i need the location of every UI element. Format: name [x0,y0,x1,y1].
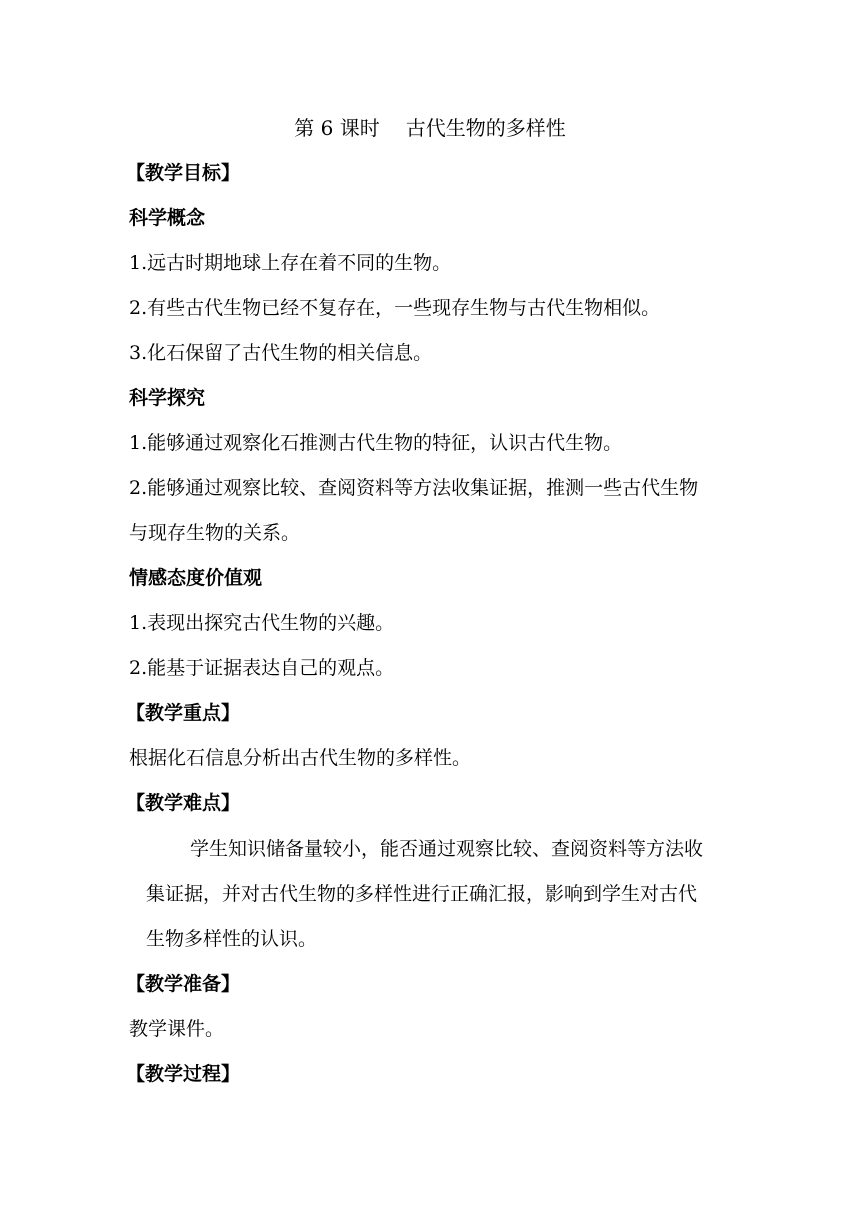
concept-label: 科学概念 [129,207,206,229]
concept-item-2: 2.有些古代生物已经不复存在，一些现存生物与古代生物相似。 [129,297,661,319]
process-heading: 【教学过程】 [126,1063,241,1085]
difficulty-heading: 【教学难点】 [126,792,241,814]
difficulty-line-2: 集证据，并对古代生物的多样性进行正确汇报，影响到学生对古代 [146,883,698,905]
difficulty-line-3: 生物多样性的认识。 [146,928,318,950]
inquiry-item-1: 1.能够通过观察化石推测古代生物的特征，认识古代生物。 [129,432,623,454]
preparation-heading: 【教学准备】 [126,973,241,995]
attitude-label: 情感态度价值观 [129,567,263,589]
page-title [0,116,860,140]
objectives-heading: 【教学目标】 [126,162,241,184]
lesson-number: 第 6 课时 [294,116,380,140]
key-point-text: 根据化石信息分析出古代生物的多样性。 [129,747,472,769]
inquiry-item-2-continued: 与现存生物的关系。 [129,522,301,544]
attitude-item-1: 1.表现出探究古代生物的兴趣。 [129,612,395,634]
concept-item-3: 3.化石保留了古代生物的相关信息。 [129,342,433,364]
inquiry-label: 科学探究 [129,387,206,409]
preparation-text: 教学课件。 [129,1018,225,1040]
key-point-heading: 【教学重点】 [126,702,241,724]
attitude-item-2: 2.能基于证据表达自己的观点。 [129,657,395,679]
lesson-name: 古代生物的多样性 [405,116,566,140]
concept-item-1: 1.远古时期地球上存在着不同的生物。 [129,252,452,274]
inquiry-item-2: 2.能够通过观察比较、查阅资料等方法收集证据，推测一些古代生物 [129,477,699,499]
difficulty-line-1: 学生知识储备量较小，能否通过观察比较、查阅资料等方法收 [190,838,704,860]
